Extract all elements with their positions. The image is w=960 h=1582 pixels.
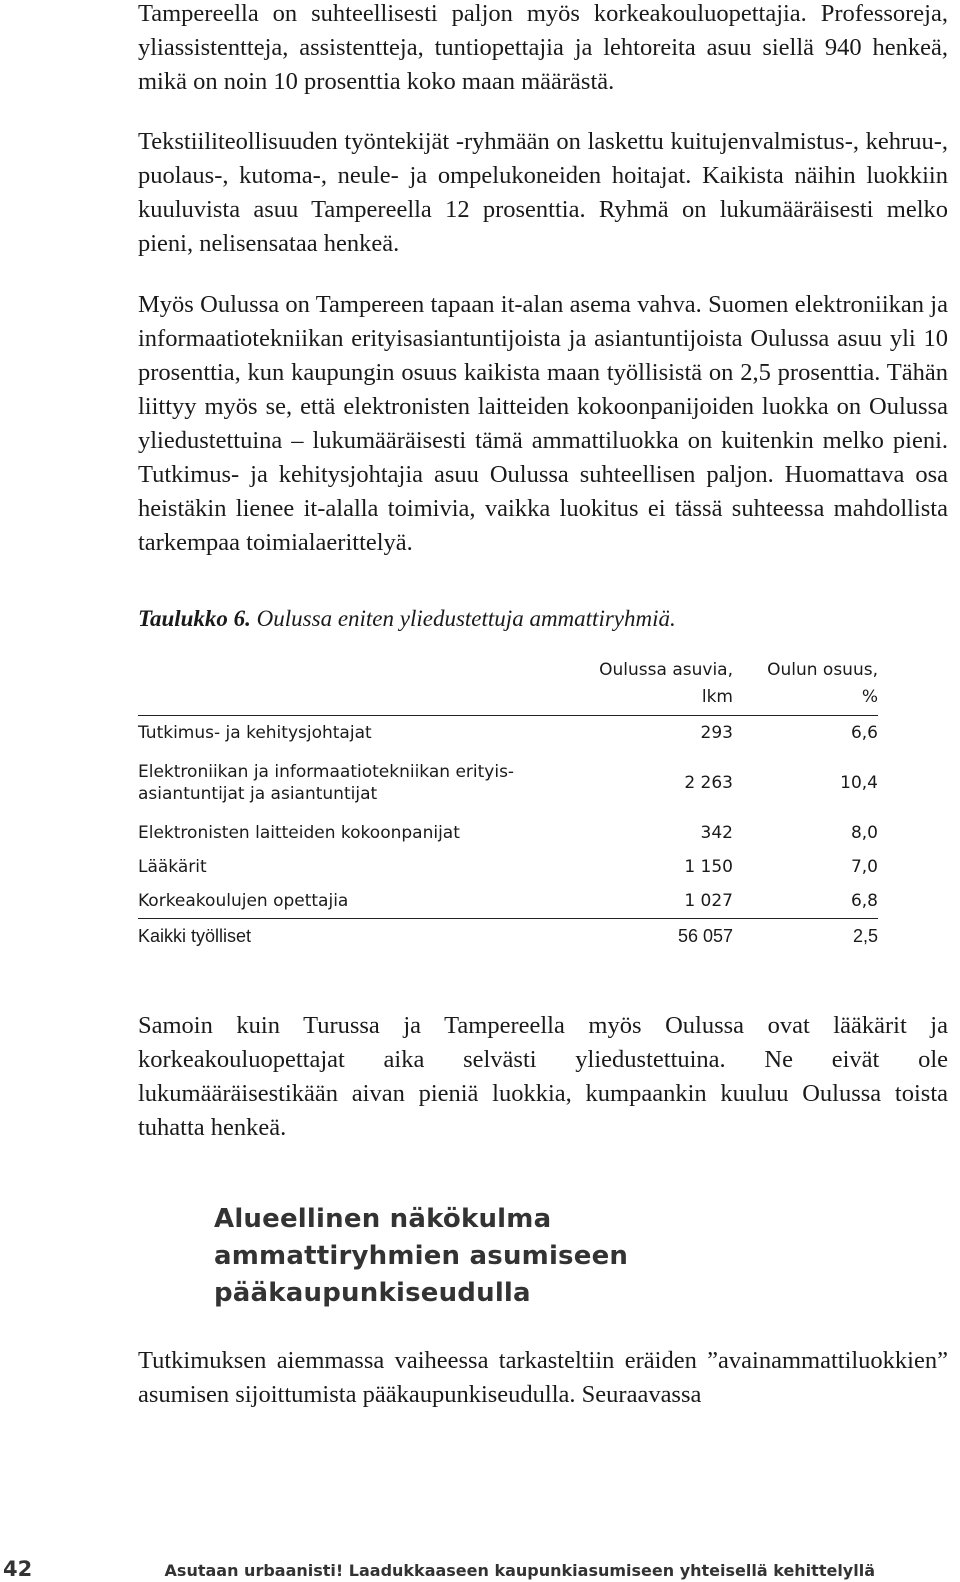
row-count: 342 (700, 823, 733, 843)
table-header-empty (138, 657, 578, 716)
table-row (138, 850, 878, 884)
row-count: 1 150 (684, 857, 733, 877)
page-body (138, 0, 948, 1412)
table-row (138, 816, 878, 850)
table-caption (138, 603, 948, 635)
table-header-row (138, 657, 878, 716)
row-count: 2 263 (684, 773, 733, 793)
section-heading (214, 1201, 948, 1312)
table-total-row (138, 919, 878, 954)
table-caption-text: Oulussa eniten yliedustettuja ammattiryhmiä. (256, 606, 676, 631)
row-name: Tutkimus- ja kehitysjohtajat (138, 723, 372, 743)
occupation-table (138, 657, 878, 953)
row-name: Elektroniikan ja informaatiotekniikan erityis- asiantuntijat ja asiantuntijat (138, 762, 515, 804)
page-footer (0, 1558, 960, 1580)
paragraph-doctors-teachers: Samoin kuin Turussa ja Tampereella myös Oulussa ovat lääkärit ja korkeakouluopettajat aika selvästi yliedustettuina. Ne eivät ole lukumääräisestikään aivan pieniä luokkia, kumpaankin kuuluu Oulussa toista tuhatta henkeä. (138, 1012, 948, 1141)
running-title: Asutaan urbaanisti! Laadukkaaseen kaupunkiasumiseen yhteisellä kehittelyllä (164, 1561, 875, 1580)
paragraph-textile-workers: Tekstiiliteollisuuden työntekijät -ryhmään on laskettu kuitujenvalmistus-, kehruu-, puolaus-, kutoma-, neule- ja ompelukoneiden hoitajat. Kaikista näihin luokkiin kuuluvista asuu Tampereella 12 prosenttia. Ryhmä on lukumääräisesti melko pieni, nelisensataa henkeä. (138, 128, 948, 257)
table-caption-label: Taulukko 6. (138, 606, 251, 631)
paragraph-capital-region: Tutkimuksen aiemmassa vaiheessa tarkasteltiin eräiden ”avainammattiluokkien” asumisen sijoittumista pääkaupunkiseudulla. Seuraavassa (138, 1347, 948, 1408)
paragraph-tampere-teachers: Tampereella on suhteellisesti paljon myös korkeakouluopettajia. Professoreja, yliassistentteja, assistentteja, tuntiopettajia ja lehtoreita asuu siellä 940 henkeä, mikä on noin 10 prosenttia koko maan määrästä. (138, 0, 948, 95)
table-row (138, 884, 878, 919)
row-share: 6,8 (850, 891, 878, 911)
row-count: 1 027 (684, 891, 733, 911)
section-heading-line2: ammattiryhmien asumiseen pääkaupunkiseudulla (214, 1241, 629, 1308)
paragraph-oulu-it: Myös Oulussa on Tampereen tapaan it-alan asema vahva. Suomen elektroniikan ja informaatiotekniikan erityisasiantuntijoista ja asiantuntijoista Oulussa asuu yli 10 prosenttia, kun kaupungin osuus kaikista maan työllisistä on 2,5 prosenttia. Tähän liittyy myös se, että elektronisten laitteiden kokoonpanijoiden luokka on Oulussa yliedustettuina – lukumääräisesti tämä ammattiluokka on kuitenkin melko pieni. Tutkimus- ja kehitysjohtajia asuu Oulussa suhteellisen paljon. Huomattava osa heistäkin lienee it-alalla toimivia, vaikka luokitus ei tässä suhteessa mahdollista tarkempaa toimialaerittelyä. (138, 291, 948, 556)
row-share: 8,0 (850, 823, 878, 843)
table-row (138, 716, 878, 751)
row-count: 293 (700, 723, 733, 743)
row-name: Korkeakoulujen opettajia (138, 891, 349, 911)
row-share: 10,4 (840, 773, 878, 793)
row-name: Elektronisten laitteiden kokoonpanijat (138, 823, 460, 843)
total-name: Kaikki työlliset (138, 919, 578, 954)
total-share: 2,5 (733, 919, 878, 954)
table-row (138, 750, 878, 816)
row-share: 7,0 (850, 857, 878, 877)
table-header-residents: Oulussa asuvia, lkm (578, 657, 733, 716)
row-share: 6,6 (850, 723, 878, 743)
table-header-share: Oulun osuus, % (733, 657, 878, 716)
total-count: 56 057 (578, 919, 733, 954)
page-number: 42 (3, 1557, 33, 1581)
section-heading-line1: Alueellinen näkökulma (214, 1204, 552, 1234)
row-name: Lääkärit (138, 857, 207, 877)
